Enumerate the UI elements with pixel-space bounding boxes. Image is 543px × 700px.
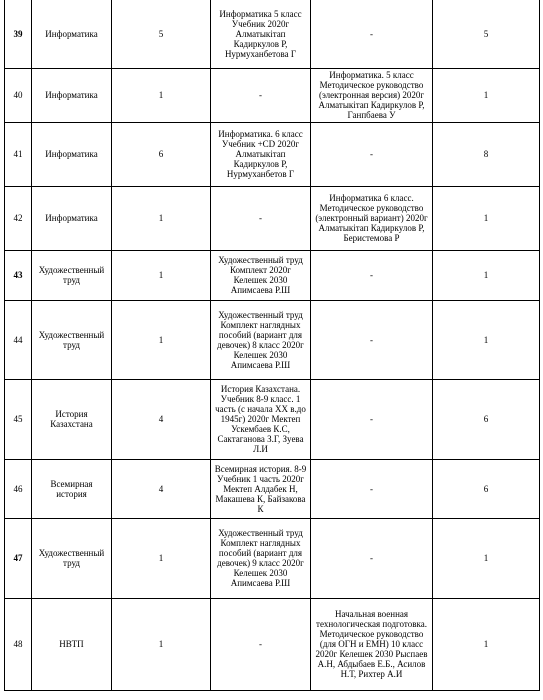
total-cell: 6 bbox=[433, 459, 540, 518]
table-row bbox=[5, 379, 540, 459]
subject-cell: Информатика bbox=[32, 0, 112, 68]
row-number: 40 bbox=[5, 68, 32, 122]
methodical-guide-cell: Начальная военная технологическая подготовка. Методическое руководство (для ОГН и ЕМН) 10 класс 2020г Келешек 2030 Рыспаев А.Н, Абдыбаев Е.Б., Асилов Н.Т, Рихтер А.И bbox=[311, 598, 433, 690]
row-number: 42 bbox=[5, 186, 32, 250]
table-row bbox=[5, 518, 540, 598]
subject-cell: НВТП bbox=[32, 598, 112, 690]
row-number: 43 bbox=[5, 250, 32, 300]
quantity-cell: 1 bbox=[112, 518, 211, 598]
row-number: 44 bbox=[5, 300, 32, 379]
table-row bbox=[5, 122, 540, 186]
total-cell: 6 bbox=[433, 379, 540, 459]
table-row bbox=[5, 250, 540, 300]
subject-cell: История Казахстана bbox=[32, 379, 112, 459]
row-number: 41 bbox=[5, 122, 32, 186]
subject-cell: Художественный труд bbox=[32, 250, 112, 300]
methodical-guide-cell: - bbox=[311, 250, 433, 300]
total-cell: 1 bbox=[433, 186, 540, 250]
subject-cell: Информатика bbox=[32, 186, 112, 250]
table-row bbox=[5, 68, 540, 122]
subject-cell: Информатика bbox=[32, 68, 112, 122]
table-row bbox=[5, 598, 540, 690]
methodical-guide-cell: - bbox=[311, 0, 433, 68]
table-row bbox=[5, 459, 540, 518]
subject-cell: Художественный труд bbox=[32, 300, 112, 379]
quantity-cell: 4 bbox=[112, 459, 211, 518]
textbook-cell: Художественный труд Комплект наглядных пособий (вариант для девочек) 8 класс 2020г Келешек 2030 Апимсаева Р.Ш bbox=[211, 300, 311, 379]
table-row bbox=[5, 186, 540, 250]
textbook-cell: История Казахстана. Учебник 8-9 класс. 1 часть (с начала XX в.до 1945г) 2020г Мектеп Ускембаев К.С, Сактаганова З.Г, Зуева Л.И bbox=[211, 379, 311, 459]
methodical-guide-cell: Информатика 6 класс. Методическое руководство (электронный вариант) 2020г Алматыкітап Кадиркулов Р, Беристемова Р bbox=[311, 186, 433, 250]
total-cell: 1 bbox=[433, 300, 540, 379]
row-number: 39 bbox=[5, 0, 32, 68]
row-number: 45 bbox=[5, 379, 32, 459]
subject-cell: Информатика bbox=[32, 122, 112, 186]
total-cell: 5 bbox=[433, 0, 540, 68]
total-cell: 1 bbox=[433, 68, 540, 122]
subject-cell: Художественный труд bbox=[32, 518, 112, 598]
quantity-cell: 1 bbox=[112, 300, 211, 379]
methodical-guide-cell: - bbox=[311, 459, 433, 518]
methodical-guide-cell: - bbox=[311, 122, 433, 186]
quantity-cell: 6 bbox=[112, 122, 211, 186]
methodical-guide-cell: - bbox=[311, 379, 433, 459]
methodical-guide-cell: - bbox=[311, 518, 433, 598]
textbook-cell: Всемирная история. 8-9 Учебник 1 часть 2020г Мектеп Алдабек Н, Макашева К, Байзакова К bbox=[211, 459, 311, 518]
total-cell: 1 bbox=[433, 598, 540, 690]
textbook-cell: - bbox=[211, 68, 311, 122]
textbook-cell: Художественный труд Комплект наглядных пособий (вариант для девочек) 9 класс 2020г Келешек 2030 Апимсаева Р.Ш bbox=[211, 518, 311, 598]
quantity-cell: 1 bbox=[112, 250, 211, 300]
document-sheet bbox=[4, 0, 539, 691]
row-number: 47 bbox=[5, 518, 32, 598]
row-number: 48 bbox=[5, 598, 32, 690]
textbook-cell: - bbox=[211, 598, 311, 690]
total-cell: 1 bbox=[433, 518, 540, 598]
table-body bbox=[5, 0, 540, 690]
subject-cell: Всемирная история bbox=[32, 459, 112, 518]
table-row bbox=[5, 300, 540, 379]
methodical-guide-cell: - bbox=[311, 300, 433, 379]
methodical-guide-cell: Информатика. 5 класс Методическое руководство (электронная версия) 2020г Алматыкітап Кадиркулов Р, Ганпбаева У bbox=[311, 68, 433, 122]
table-row bbox=[5, 0, 540, 68]
textbook-cell: Информатика 5 класс Учебник 2020г Алматыкітап Кадиркулов Р, Нурмуханбетова Г bbox=[211, 0, 311, 68]
quantity-cell: 1 bbox=[112, 598, 211, 690]
quantity-cell: 4 bbox=[112, 379, 211, 459]
quantity-cell: 5 bbox=[112, 0, 211, 68]
quantity-cell: 1 bbox=[112, 68, 211, 122]
total-cell: 8 bbox=[433, 122, 540, 186]
quantity-cell: 1 bbox=[112, 186, 211, 250]
row-number: 46 bbox=[5, 459, 32, 518]
total-cell: 1 bbox=[433, 250, 540, 300]
textbook-cell: Художественный труд Комплект 2020г Келешек 2030 Апимсаева Р.Ш bbox=[211, 250, 311, 300]
textbook-cell: Информатика. 6 класс Учебник +CD 2020г Алматыкітап Кадиркулов Р, Нурмуханбетов Г bbox=[211, 122, 311, 186]
textbook-cell: - bbox=[211, 186, 311, 250]
textbook-table bbox=[4, 0, 540, 691]
